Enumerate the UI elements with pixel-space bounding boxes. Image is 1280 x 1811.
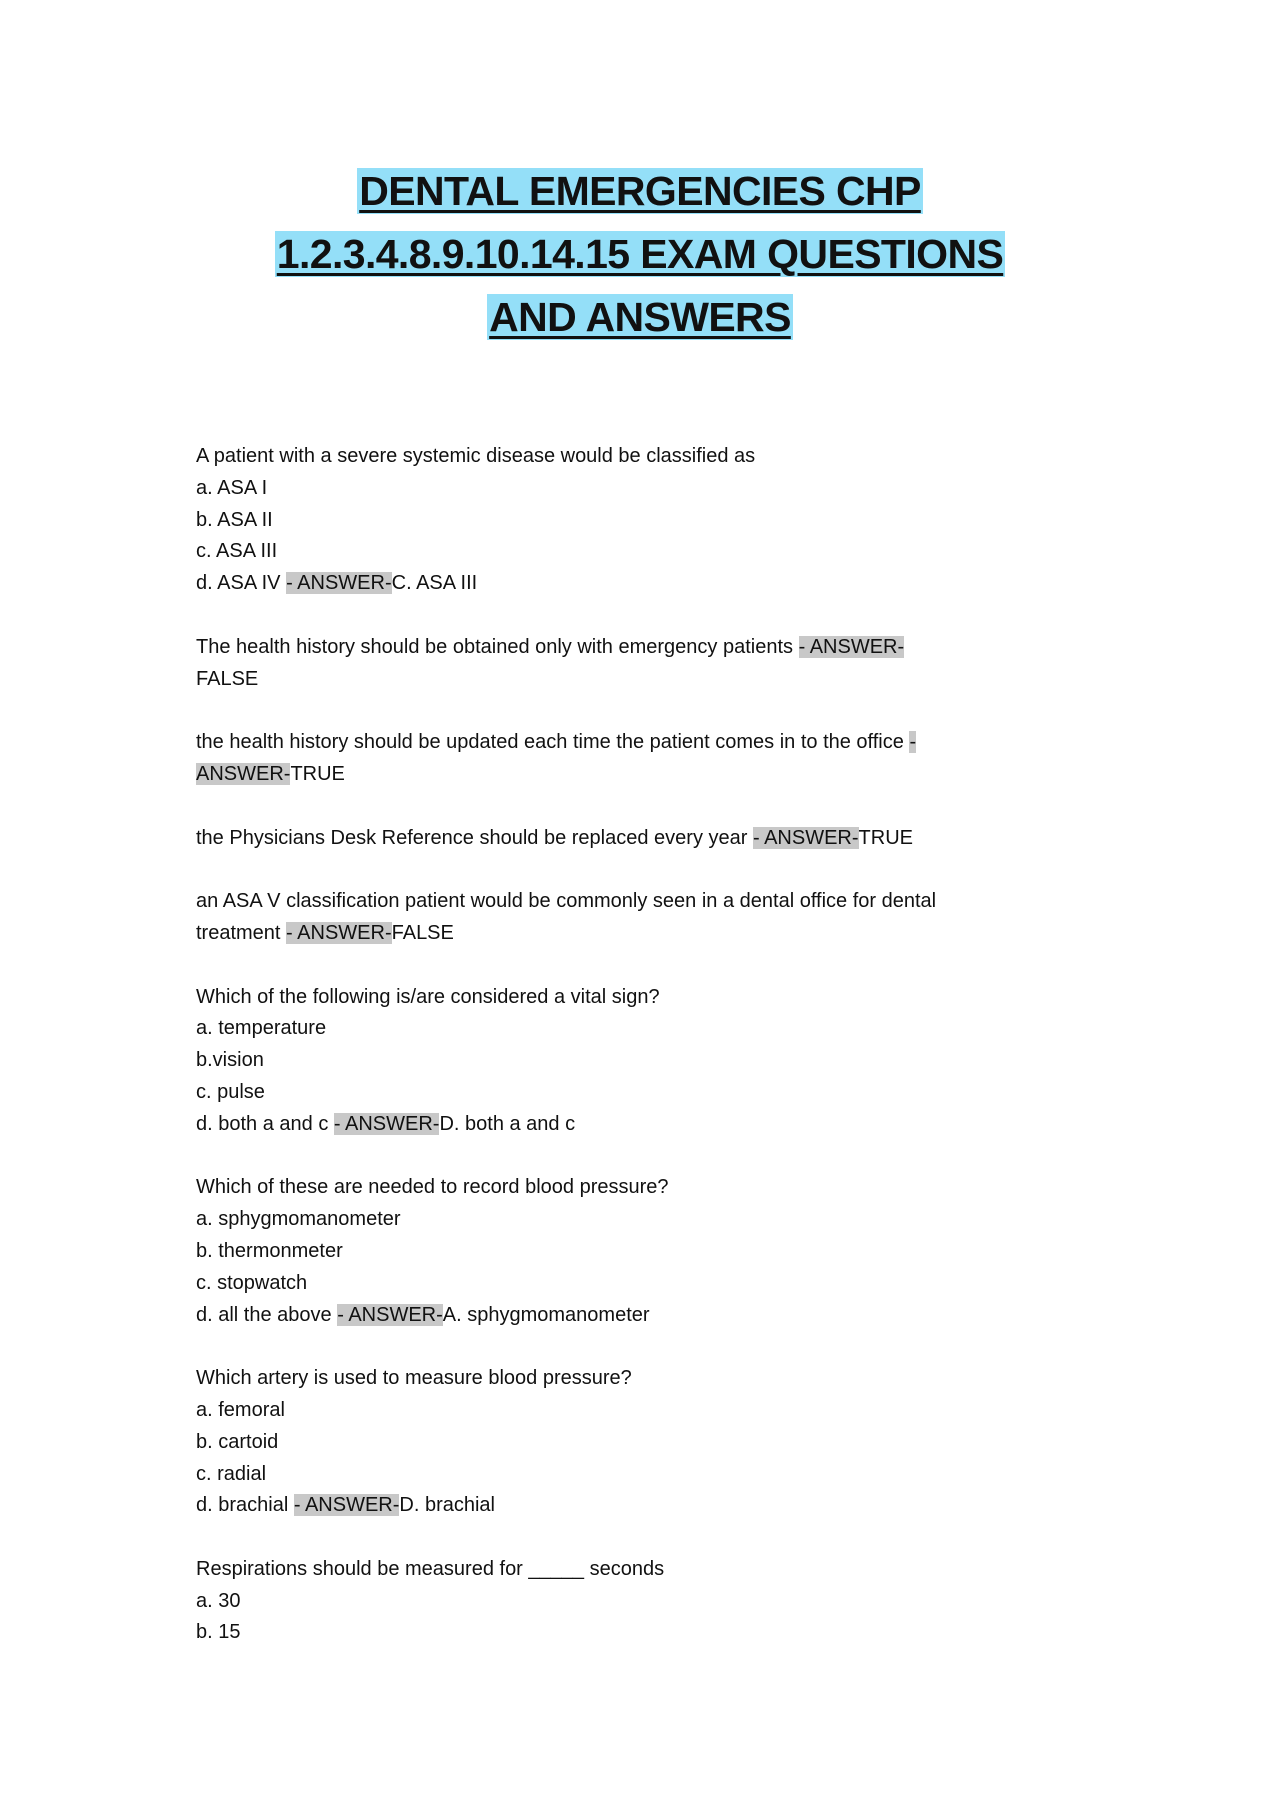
line-text: an ASA V classification patient would be commonly seen in a dental office for dental xyxy=(196,890,937,913)
document-title xyxy=(0,160,1280,349)
line-text: a. ASA I xyxy=(196,476,268,499)
line-text: Which artery is used to measure blood pressure? xyxy=(196,1367,632,1390)
question-block xyxy=(196,727,1096,822)
answer-option-line xyxy=(196,1586,1096,1618)
line-text: b. ASA II xyxy=(196,508,273,531)
question-block xyxy=(196,441,1096,632)
answer-option-line xyxy=(196,568,1096,600)
line-text: b. thermonmeter xyxy=(196,1239,343,1262)
answer-option-line xyxy=(196,1300,1096,1332)
question-block xyxy=(196,1363,1096,1554)
answer-marker: - ANSWER- xyxy=(337,1303,443,1326)
answer-marker: - ANSWER- xyxy=(752,826,859,849)
question-text-line xyxy=(196,727,1096,759)
answer-option-line xyxy=(196,1013,1096,1045)
answer-option-line xyxy=(196,1236,1096,1268)
question-text-line xyxy=(196,982,1096,1014)
question-text-line xyxy=(196,886,1096,918)
answer-option-line xyxy=(196,1395,1096,1427)
line-text: b. 15 xyxy=(196,1621,241,1644)
line-text: d. brachial xyxy=(196,1494,294,1517)
line-text: c. stopwatch xyxy=(196,1271,308,1294)
correct-answer: D. both a and c xyxy=(439,1112,576,1135)
title-line: 1.2.3.4.8.9.10.14.15 EXAM QUESTIONS xyxy=(276,231,1004,277)
line-text: Which of the following is/are considered a vital sign? xyxy=(196,985,660,1008)
line-text: d. ASA IV xyxy=(196,572,287,595)
correct-answer: C. ASA III xyxy=(391,572,478,595)
questions-body xyxy=(196,441,1096,1649)
answer-option-line xyxy=(196,759,1096,791)
blank-line xyxy=(196,1141,1096,1173)
question-text-line xyxy=(196,823,1096,855)
line-text: Which of these are needed to record blood pressure? xyxy=(196,1176,669,1199)
blank-line xyxy=(196,695,1096,727)
answer-marker: - ANSWER- xyxy=(286,572,392,595)
line-text: a. temperature xyxy=(196,1017,327,1040)
answer-option-line xyxy=(196,473,1096,505)
line-text: FALSE xyxy=(196,667,259,690)
line-text: a. 30 xyxy=(196,1589,241,1612)
correct-answer: D. brachial xyxy=(399,1494,496,1517)
blank-line xyxy=(196,950,1096,982)
line-text: c. pulse xyxy=(196,1080,265,1103)
answer-option-line xyxy=(196,1459,1096,1491)
question-block xyxy=(196,632,1096,727)
line-text: treatment xyxy=(196,921,287,944)
question-text-line xyxy=(196,1172,1096,1204)
question-text-line xyxy=(196,632,1096,664)
answer-option-line xyxy=(196,1617,1096,1649)
answer-option-line xyxy=(196,664,1096,696)
answer-option-line xyxy=(196,536,1096,568)
question-block xyxy=(196,1172,1096,1363)
answer-option-line xyxy=(196,1268,1096,1300)
question-block xyxy=(196,823,1096,887)
correct-answer: A. sphygmomanometer xyxy=(442,1303,650,1326)
line-text: The health history should be obtained only with emergency patients xyxy=(196,635,799,658)
answer-option-line xyxy=(196,1204,1096,1236)
question-text-line xyxy=(196,441,1096,473)
line-text: b. cartoid xyxy=(196,1430,279,1453)
title-line: DENTAL EMERGENCIES CHP xyxy=(359,168,921,214)
line-text: a. femoral xyxy=(196,1398,285,1421)
line-text: b.vision xyxy=(196,1049,264,1072)
blank-line xyxy=(196,854,1096,886)
answer-option-line xyxy=(196,1109,1096,1141)
answer-marker: - ANSWER- xyxy=(798,635,905,658)
answer-marker: - ANSWER- xyxy=(333,1112,440,1135)
line-text: a. sphygmomanometer xyxy=(196,1208,401,1231)
correct-answer: FALSE xyxy=(391,921,454,944)
answer-option-line xyxy=(196,1077,1096,1109)
answer-option-line xyxy=(196,918,1096,950)
blank-line xyxy=(196,1331,1096,1363)
line-text: d. both a and c xyxy=(196,1112,334,1135)
title-line: AND ANSWERS xyxy=(489,294,791,340)
answer-marker: - ANSWER- xyxy=(286,921,392,944)
correct-answer: TRUE xyxy=(290,762,345,785)
line-text: c. ASA III xyxy=(196,540,278,563)
correct-answer: TRUE xyxy=(858,826,913,849)
answer-marker: - xyxy=(909,731,917,754)
question-block xyxy=(196,1554,1096,1649)
line-text: A patient with a severe systemic disease would be classified as xyxy=(196,445,756,467)
question-text-line xyxy=(196,1554,1096,1586)
line-text: c. radial xyxy=(196,1462,267,1485)
answer-marker: ANSWER- xyxy=(196,762,291,785)
line-text: the Physicians Desk Reference should be replaced every year xyxy=(196,826,753,849)
answer-marker: - ANSWER- xyxy=(293,1494,400,1517)
question-block xyxy=(196,982,1096,1173)
question-text-line xyxy=(196,1363,1096,1395)
line-text: Respirations should be measured for _____ seconds xyxy=(196,1557,665,1580)
answer-option-line xyxy=(196,1045,1096,1077)
question-block xyxy=(196,886,1096,981)
answer-option-line xyxy=(196,505,1096,537)
line-text: the health history should be updated each time the patient comes in to the office xyxy=(196,731,910,754)
answer-option-line xyxy=(196,1427,1096,1459)
blank-line xyxy=(196,1522,1096,1554)
blank-line xyxy=(196,600,1096,632)
line-text: d. all the above xyxy=(196,1303,338,1326)
blank-line xyxy=(196,791,1096,823)
answer-option-line xyxy=(196,1490,1096,1522)
